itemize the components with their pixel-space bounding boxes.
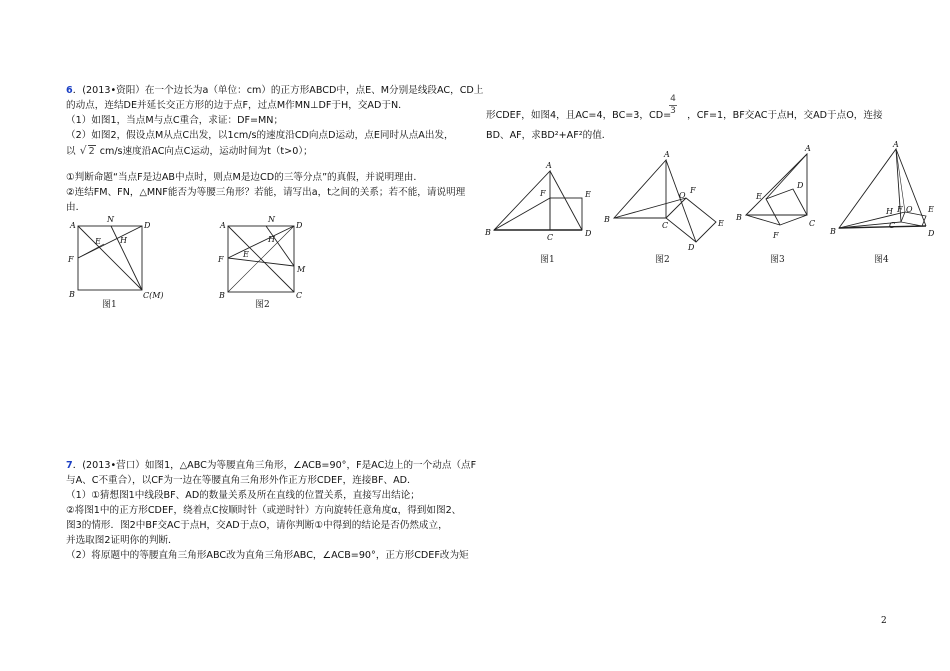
svg-text:D: D	[144, 221, 151, 230]
svg-text:D: D	[928, 229, 935, 238]
q6-line8: 由．	[66, 202, 86, 213]
svg-text:D: D	[296, 221, 303, 230]
svg-text:A: A	[220, 221, 226, 230]
svg-text:图2: 图2	[255, 300, 270, 310]
svg-text:F: F	[218, 255, 224, 264]
svg-text:E: E	[718, 219, 724, 228]
q7-line4: ②将图1中的正方形CDEF，绕着点C按顺时针（或逆时针）方向旋转任意角度α，得到如图2、	[66, 505, 462, 516]
q7-line2: 与A、C不重合），以CF为一边在等腰直角三角形外作正方形CDEF，连接BF、AD．	[66, 475, 417, 486]
svg-text:H: H	[886, 207, 893, 216]
q6-line1: 6．(2013•资阳）在一个边长为a（单位：cm）的正方形ABCD中，点E、M分别是线段AC，CD上	[66, 85, 484, 96]
svg-text:C: C	[809, 219, 816, 228]
q6-line4: （2）如图2，假设点M从点C出发，以1cm/s的速度沿CD向点D运动，点E同时从点A出发，	[66, 130, 454, 141]
svg-text:C: C	[547, 233, 554, 242]
svg-text:图4: 图4	[874, 255, 889, 265]
q7-line6: 并选取图2证明你的判断．	[66, 535, 178, 546]
svg-text:H: H	[120, 236, 127, 245]
q7-line7: （2）将原题中的等腰直角三角形ABC改为直角三角形ABC，∠ACB=90°，正方形CDEF改为矩	[66, 550, 469, 561]
svg-text:B: B	[604, 215, 610, 224]
svg-text:A: A	[664, 150, 670, 159]
q6-figure-1	[67, 215, 164, 310]
svg-text:C: C	[889, 221, 896, 230]
svg-text:F: F	[897, 205, 903, 214]
svg-text:A: A	[546, 161, 552, 170]
svg-text:图1: 图1	[540, 255, 555, 265]
svg-text:E: E	[243, 250, 249, 259]
svg-text:B: B	[69, 290, 75, 299]
sqrt-2: √ 2	[82, 144, 96, 159]
svg-text:C: C	[296, 291, 303, 300]
svg-text:E: E	[95, 237, 101, 246]
q7-line5: 图3的情形．图2中BF交AC于点H，交AD于点O，请你判断①中得到的结论是否仍然成立，	[66, 520, 448, 531]
svg-text:图2: 图2	[655, 255, 670, 265]
q6-line5: 以√ 2 cm/s速度沿AC向点C运动，运动时间为t（t>0）；	[66, 144, 313, 159]
svg-text:D: D	[797, 181, 804, 190]
q7-cont-line1: 形CDEF，如图4，且AC=4，BC=3，CD= ，CF=1，BF交AC于点H，交AD于点O，连接	[486, 110, 883, 121]
q6-figure-2	[217, 215, 306, 310]
svg-text:E: E	[756, 192, 762, 201]
svg-text:A: A	[893, 140, 899, 149]
svg-text:F: F	[773, 231, 779, 240]
svg-text:B: B	[736, 213, 742, 222]
svg-text:H: H	[268, 235, 275, 244]
svg-text:A: A	[70, 221, 76, 230]
q6-line6: ①判断命题“当点F是边AB中点时，则点M是边CD的三等分点”的真假，并说明理由．	[66, 172, 423, 183]
svg-text:F: F	[690, 186, 696, 195]
q7-cont-line2: BD、AF，求BD²+AF²的值．	[486, 130, 612, 141]
q6-line2: 的动点，连结DE并延长交正方形的边于点F，过点M作MN⊥DF于H，交AD于N．	[66, 100, 408, 111]
svg-text:N: N	[268, 215, 275, 224]
fraction-4-3: 4 3	[670, 94, 676, 116]
q7-number: 7	[66, 460, 73, 471]
svg-text:F: F	[540, 189, 546, 198]
svg-text:O: O	[906, 205, 913, 214]
q7-figure-4	[829, 140, 935, 265]
svg-text:D: D	[585, 229, 592, 238]
svg-text:M: M	[297, 265, 306, 274]
svg-text:C: C	[662, 221, 669, 230]
svg-text:O: O	[679, 191, 686, 200]
svg-text:B: B	[830, 227, 836, 236]
q6-line3: （1）如图1，当点M与点C重合，求证：DF=MN；	[66, 115, 284, 126]
svg-text:N: N	[107, 215, 114, 224]
svg-text:图3: 图3	[770, 255, 785, 265]
svg-text:图1: 图1	[102, 300, 117, 310]
q7-line3: （1）①猜想图1中线段BF、AD的数量关系及所在直线的位置关系，直接写出结论；	[66, 490, 420, 501]
svg-text:A: A	[805, 144, 811, 153]
svg-text:E: E	[585, 190, 591, 199]
svg-text:B: B	[485, 228, 491, 237]
q7-figure-2	[603, 150, 724, 265]
q7-line1: 7．(2013•营口）如图1，△ABC为等腰直角三角形，∠ACB=90°，F是AC边上的一个动点（点F	[66, 460, 477, 471]
svg-text:E: E	[928, 205, 934, 214]
q6-line7: ②连结FM、FN，△MNF能否为等腰三角形？若能，请写出a，t之间的关系；若不能，请说明理	[66, 187, 466, 198]
svg-text:F: F	[68, 255, 74, 264]
svg-text:D: D	[688, 243, 695, 252]
svg-text:B: B	[219, 291, 225, 300]
page-number: 2	[881, 616, 887, 626]
q6-number: 6	[66, 85, 73, 96]
q7-figure-3	[735, 144, 815, 265]
svg-text:C(M): C(M)	[143, 291, 164, 300]
q7-figure-1	[484, 161, 592, 265]
